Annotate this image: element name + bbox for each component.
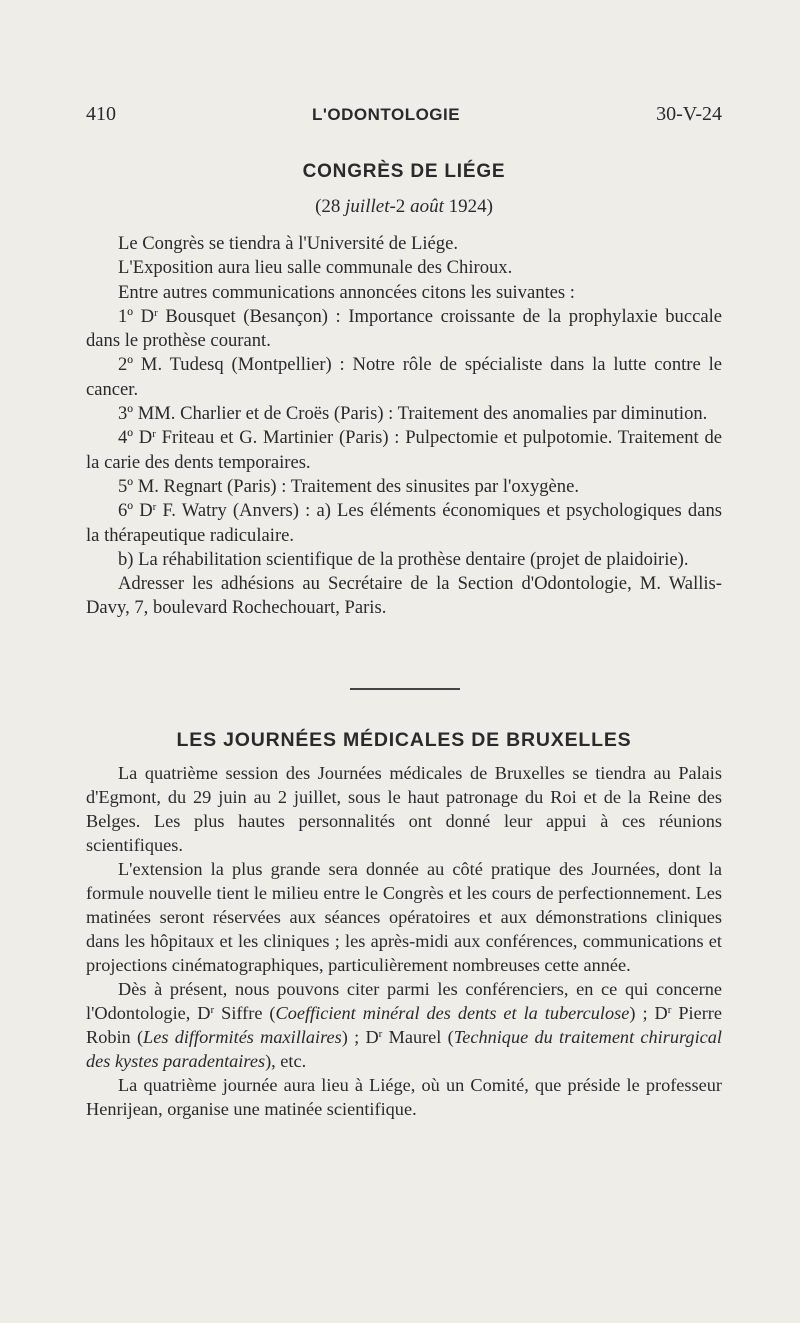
paragraph: Adresser les adhésions au Secrétaire de la Section d'Odontologie, M. Wallis-Davy, 7, boulevard Rochechouart, Paris. [86,573,722,619]
date-part: août [410,196,444,217]
text: Friteau et G. Martinier (Paris) : Pulpectomie et pulpotomie. Traitement de la carie des dents temporaires. [86,427,722,473]
text: Dès à présent, nous pouvons citer parmi les conférenciers, en ce qui concerne l'Odontologie, D [86,979,722,1023]
paragraph: 3º MM. Charlier et de Croës (Paris) : Traitement des anomalies par diminution. [118,403,708,425]
text: Bousquet (Besançon) : Importance croissante de la prophylaxie buccale dans le prothèse courant. [86,305,722,352]
superscript: r [378,1028,383,1040]
journal-title: L'ODONTOLOGIE [311,105,461,124]
paragraph [86,977,722,1073]
section-divider [350,688,460,690]
superscript: r [210,1004,215,1016]
paragraph [86,426,722,475]
text: 1º D [118,305,155,327]
text: 6º D [118,500,153,522]
superscript: r [154,306,158,319]
paragraph: L'Exposition aura lieu salle communale des Chiroux. [118,257,513,279]
paragraph: L'extension la plus grande sera donnée au côté pratique des Journées, dont la formule nouvelle tient le milieu entre le Congrès et les cours de perfectionnement. Les matinées seront réservées aux séances opératoires et aux démonstrations cliniques dans les hôpitaux et les cliniques ; les après-midi aux conférences, communications et projections cinématographiques, particulièrement nombreuses cette année. [86,859,722,975]
superscript: r [152,501,157,514]
text: Pierre Robin ( [86,1003,722,1047]
paragraph: Entre autres communications annoncées citons les suivantes : [118,281,575,303]
text: ) ; D [629,1003,668,1023]
paragraph: Le Congrès se tiendra à l'Université de Liége. [118,233,458,254]
italic-title: Technique du traitement chirurgical des kystes paradentaires [86,1027,722,1071]
issue-date: 30-V-24 [656,103,722,125]
date-part: (28 [315,196,346,217]
paragraph: 2º M. Tudesq (Montpellier) : Notre rôle de spécialiste dans la lutte contre le cancer. [86,354,722,400]
paragraph: La quatrième journée aura lieu à Liége, où un Comité, que préside le professeur Henrijean, organise une matinée scientifique. [86,1075,722,1119]
congres-date [86,196,722,218]
italic-title: Les difformités maxillaires [143,1027,342,1047]
date-part: juillet [345,196,390,217]
journees-heading: LES JOURNÉES MÉDICALES DE BRUXELLES [176,729,632,751]
italic-title: Coefficient minéral des dents et la tuberculose [275,1003,630,1023]
text: Siffre ( [214,1003,276,1023]
paragraph: La quatrième session des Journées médicales de Bruxelles se tiendra au Palais d'Egmont, du 29 juin au 2 juillet, sous le haut patronage du Roi et de la Reine des Belges. Les plus hautes personnalités ont donné leur appui à ces réunions scientifiques. [86,763,722,855]
paragraph [86,499,722,548]
superscript: r [667,1004,672,1016]
date-part: 1924) [443,196,493,217]
text: F. Watry (Anvers) : a) Les éléments économiques et psychologiques dans la thérapeutique radiculaire. [86,500,722,546]
congres-body [86,232,722,621]
superscript: r [152,428,156,441]
text: 4º D [118,427,153,449]
running-header [86,103,722,126]
text: Maurel ( [382,1027,454,1047]
paragraph: 5º M. Regnart (Paris) : Traitement des sinusites par l'oxygène. [118,475,579,497]
text: ), etc. [265,1051,307,1071]
journees-body [86,761,722,1121]
date-part: -2 [389,196,411,217]
paragraph [86,305,722,354]
paragraph: b) La réhabilitation scientifique de la prothèse dentaire (projet de plaidoirie). [118,548,689,570]
page-number: 410 [86,103,116,125]
text: ) ; D [341,1027,379,1047]
congres-heading: CONGRÈS DE LIÉGE [302,161,506,182]
